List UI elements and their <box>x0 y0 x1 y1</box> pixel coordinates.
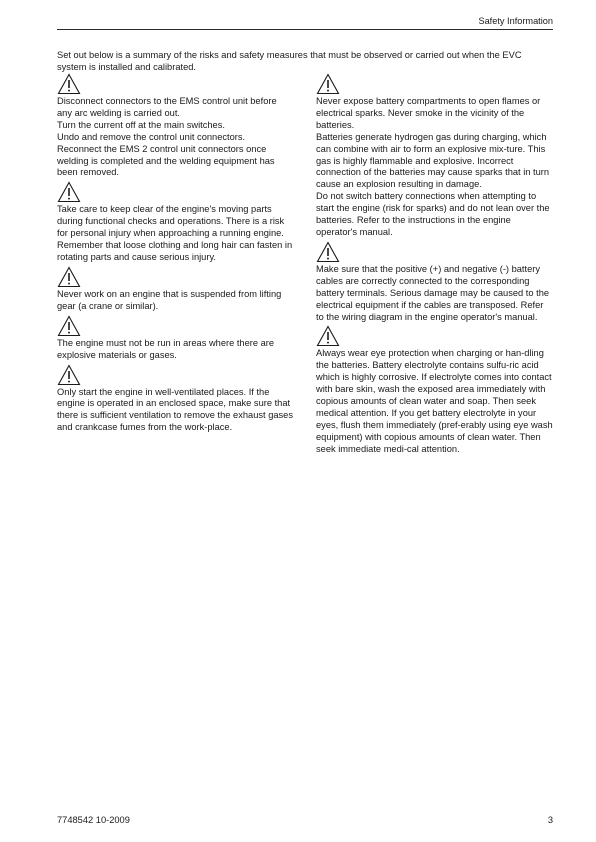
warning-text: Always wear eye protection when charging or han-dling the batteries. Battery electrolyte contains sulfu-ric acid which is highly corrosive. If electrolyte comes into contact with bare skin, wash the exposed area immediately with copious amounts of clean water and soap. Then seek medical attention. If you get battery electrolyte in your eyes, flush them immediately (pref-erably using eye wash equipment) with copious amounts of clean water. Then seek immediate medi-cal attention. <box>316 348 553 454</box>
warning-block <box>57 315 294 362</box>
warning-triangle-icon <box>57 266 81 288</box>
warning-text: Reconnect the EMS 2 control unit connectors once welding is completed and the welding equipment has been removed. <box>57 143 275 178</box>
warning-text: Undo and remove the control unit connectors. <box>57 131 246 142</box>
warning-text: Turn the current off at the main switches. <box>57 119 225 130</box>
right-column <box>316 73 553 458</box>
warning-text: Never expose battery compartments to open flames or electrical sparks. Never smoke in the vicinity of the batteries. <box>316 96 541 130</box>
warning-text: Batteries generate hydrogen gas during charging, which can combine with air to form an explosive mix-ture. This gas is highly flammable and explosive. Incorrect connection of the batteries may cause sparks that in turn cause an explosion resulting in damage. <box>316 131 550 190</box>
warning-text: Never work on an engine that is suspended from lifting gear (a crane or similar). <box>57 288 282 311</box>
warning-triangle-icon <box>57 364 81 386</box>
warning-text: Take care to keep clear of the engine's moving parts during functional checks and operations. There is a risk for personal injury when approaching a running engine. Remember that loose clothing and long hair can fasten in rotating parts and cause serious injury. <box>57 204 293 262</box>
warning-block <box>316 325 553 455</box>
warning-text: Only start the engine in well-ventilated places. If the engine is operated in an enclosed space, make sure that there is sufficient ventilation to remove the exhaust gases and crankcase fumes from the work-place. <box>57 386 293 433</box>
warning-text: Disconnect connectors to the EMS control unit before any arc welding is carried out. <box>57 96 277 118</box>
document-number: 7748542 10-2009 <box>57 815 130 825</box>
warning-block <box>57 73 294 179</box>
warning-triangle-icon <box>57 181 81 203</box>
warning-text: The engine must not be run in areas where there are explosive materials or gases. <box>57 337 275 360</box>
warning-block <box>57 266 294 313</box>
page-number: 3 <box>547 815 553 825</box>
warning-block <box>57 364 294 435</box>
warning-triangle-icon <box>57 73 81 95</box>
header-divider <box>57 29 553 30</box>
header-title: Safety Information <box>478 16 553 26</box>
warning-block <box>316 73 553 239</box>
warning-triangle-icon <box>57 315 81 337</box>
warning-block <box>316 241 553 324</box>
warning-triangle-icon <box>316 241 340 263</box>
warning-triangle-icon <box>316 325 340 347</box>
warning-text: Do not switch battery connections when attempting to start the engine (risk for sparks) and do not lean over the batteries. Refer to the instructions in the engine operator's manual. <box>316 191 550 237</box>
warning-block <box>57 181 294 264</box>
warning-text: Make sure that the positive (+) and negative (-) battery cables are correctly connected to the corresponding battery terminals. Serious damage may be caused to the electrical equipment if the cables are transposed. Refer to the wiring diagram in the engine operator's manual. <box>316 263 550 322</box>
intro-text: Set out below is a summary of the risks and safety measures that must be observed or carried out when the EVC system is installed and calibrated. <box>57 50 522 72</box>
left-column <box>57 73 294 436</box>
warning-triangle-icon <box>316 73 340 95</box>
